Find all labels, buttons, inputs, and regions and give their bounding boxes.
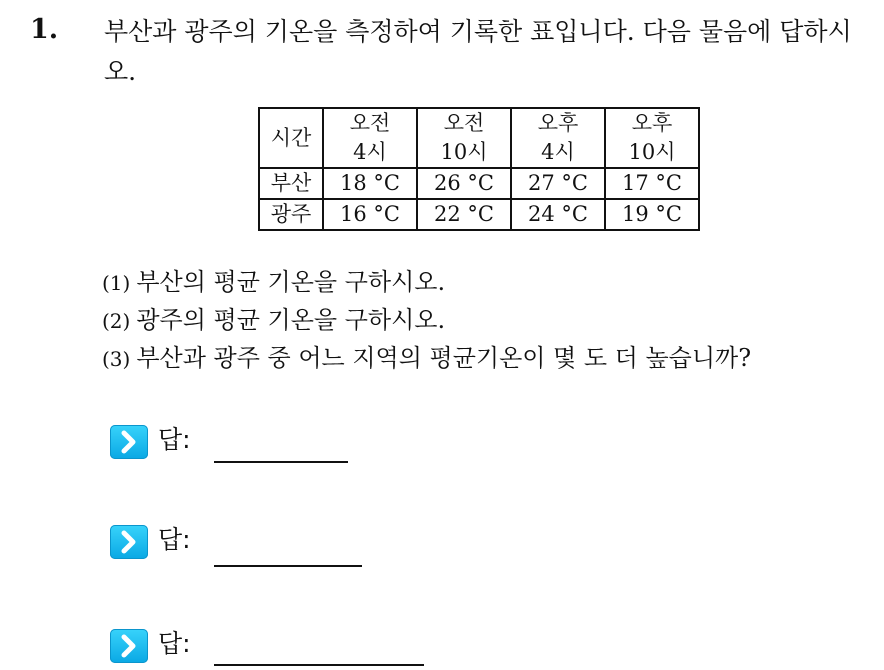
chevron-right-icon — [110, 425, 148, 459]
table-header-cell — [323, 108, 417, 168]
table-header-cell — [417, 108, 511, 168]
subquestion-number: (2) — [102, 309, 131, 333]
chevron-right-icon — [110, 629, 148, 663]
header-line1: 오전 — [349, 111, 391, 135]
table-header-cell — [511, 108, 605, 168]
table-cell: 22 °C — [417, 199, 511, 230]
header-line2: 4시 — [353, 140, 387, 164]
subquestion-text: 부산의 평균 기온을 구하시오. — [136, 268, 446, 296]
header-line2: 10시 — [628, 140, 676, 164]
subquestion-2 — [102, 304, 445, 337]
question-text: 부산과 광주의 기온을 측정하여 기록한 표입니다. 다음 물음에 답하시오. — [104, 17, 852, 86]
table-cell: 27 °C — [511, 168, 605, 199]
table-header-cell — [605, 108, 699, 168]
table-row — [259, 199, 699, 230]
table-header-row — [259, 108, 699, 168]
table-cell: 19 °C — [605, 199, 699, 230]
subquestion-3 — [102, 342, 751, 375]
chevron-right-icon — [110, 525, 148, 559]
subquestion-text: 광주의 평균 기온을 구하시오. — [136, 306, 446, 334]
subquestion-number: (3) — [102, 347, 131, 371]
header-line1: 오후 — [631, 111, 673, 135]
answer-label: 답: — [158, 629, 191, 658]
header-line2: 10시 — [440, 140, 488, 164]
table-cell: 26 °C — [417, 168, 511, 199]
row-label: 광주 — [259, 199, 323, 230]
table-corner-cell: 시간 — [259, 108, 323, 168]
answer-label: 답: — [158, 425, 191, 454]
answer-blank-2[interactable] — [214, 565, 362, 567]
table-cell: 18 °C — [323, 168, 417, 199]
subquestion-1 — [102, 266, 445, 299]
table-cell: 16 °C — [323, 199, 417, 230]
header-line1: 오후 — [537, 111, 579, 135]
subquestion-text: 부산과 광주 중 어느 지역의 평균기온이 몇 도 더 높습니까? — [136, 344, 752, 372]
subquestion-number: (1) — [102, 271, 131, 295]
table-row — [259, 168, 699, 199]
row-label: 부산 — [259, 168, 323, 199]
answer-blank-1[interactable] — [214, 461, 348, 463]
table-cell: 17 °C — [605, 168, 699, 199]
header-line2: 4시 — [541, 140, 575, 164]
answer-label: 답: — [158, 525, 191, 554]
table-cell: 24 °C — [511, 199, 605, 230]
temperature-table — [258, 107, 700, 231]
answer-blank-3[interactable] — [214, 664, 424, 666]
question-number: 1. — [30, 14, 59, 45]
header-line1: 오전 — [443, 111, 485, 135]
